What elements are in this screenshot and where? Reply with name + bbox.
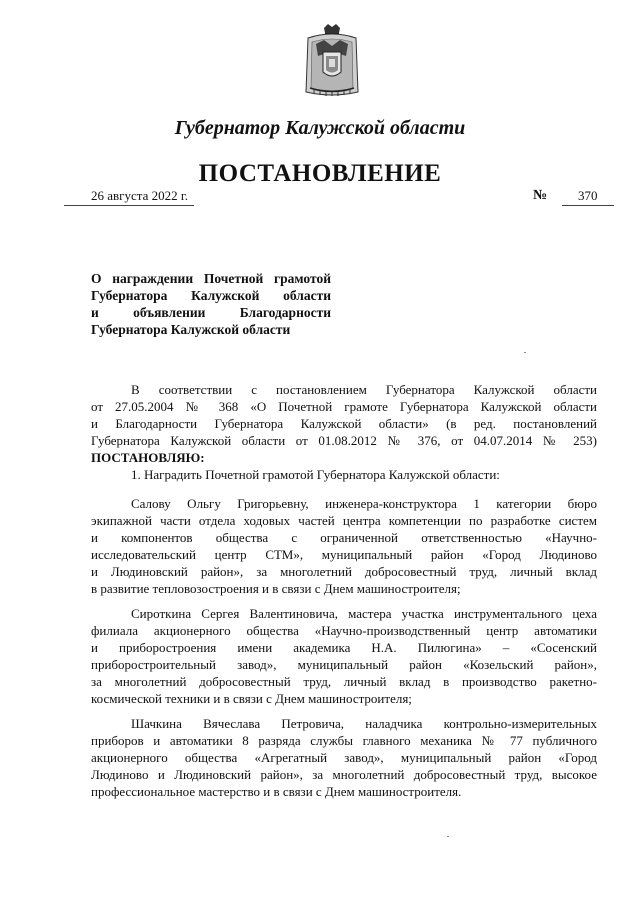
awardee-line: в развитие тепловозостроения и в связи с Днем машиностроителя; [91, 581, 461, 596]
document-subject [91, 270, 331, 338]
awardee-paragraph [91, 495, 597, 597]
scan-speck [524, 352, 526, 353]
awardee-line: Шачкина Вячеслава Петровича, наладчика контрольно-измерительных [131, 716, 597, 731]
scan-speck [447, 836, 449, 837]
item-1: 1. Наградить Почетной грамотой Губернатора Калужской области: [131, 467, 500, 482]
awardee-line: акционерного общества «Агрегатный завод», муниципальный район «Город [91, 750, 597, 765]
awardee-line: и компонентов общества с ограниченной ответственностью «Научно- [91, 530, 597, 545]
awardee-line: и приборостроения имени академика Н.А. Пилюгина» – «Сосенский [91, 640, 597, 655]
number-label: № [533, 188, 548, 203]
preamble-line: и Благодарности Губернатора Калужской области» (в ред. постановлений [91, 416, 597, 431]
awardee-paragraph [91, 715, 597, 800]
awardee-line: Сироткина Сергея Валентиновича, мастера участка инструментального цеха [131, 606, 597, 621]
awardee-line: филиала акционерного общества «Научно-производственный центр автоматики [91, 623, 597, 638]
resolve-heading: ПОСТАНОВЛЯЮ: [91, 450, 205, 465]
awardee-paragraph [91, 605, 597, 707]
document-number: 370 [578, 188, 598, 203]
document-type: ПОСТАНОВЛЕНИЕ [198, 160, 442, 187]
awardee-line: космической техники и в связи с Днем машиностроителя; [91, 691, 412, 706]
awardee-line: профессиональное мастерство и в связи с Днем машиностроителя. [91, 784, 462, 799]
preamble-paragraph [91, 381, 597, 449]
subject-line: О награждении Почетной грамотой [91, 271, 331, 286]
kaluga-coat-of-arms-icon [302, 22, 362, 98]
date-underline [64, 205, 194, 206]
document-date: 26 августа 2022 г. [91, 188, 188, 203]
subject-line: и объявлении Благодарности [91, 305, 331, 320]
awardee-line: экипажной части отдела ходовых частей центра компетенции по разработке систем [91, 513, 597, 528]
awardee-line: за многолетний добросовестный труд, личный вклад в производство ракетно- [91, 674, 597, 689]
issuing-authority: Губернатор Калужской области [174, 117, 466, 139]
preamble-line: В соответствии с постановлением Губернатора Калужской области [131, 382, 597, 397]
awardee-line: приборов и автоматики 8 разряда службы главного механика № 77 публичного [91, 733, 597, 748]
awardee-line: исследовательский центр СТМ», муниципальный район «Город Людиново [91, 547, 597, 562]
awardee-line: и Людиновский район», за многолетний добросовестный труд, личный вклад [91, 564, 597, 579]
subject-line: Губернатора Калужской области [91, 288, 331, 303]
number-underline [562, 205, 614, 206]
awardee-line: Салову Ольгу Григорьевну, инженера-конструктора 1 категории бюро [131, 496, 597, 511]
awardee-line: приборостроительный завод», муниципальный район «Козельский район», [91, 657, 597, 672]
subject-line: Губернатора Калужской области [91, 322, 291, 337]
preamble-line: Губернатора Калужской области от 01.08.2012 № 376, от 04.07.2014 № 253) [91, 433, 597, 448]
awardee-line: Людиново и Людиновский район», за многолетний добросовестный труд, высокое [91, 767, 597, 782]
preamble-line: от 27.05.2004 № 368 «О Почетной грамоте Губернатора Калужской области [91, 399, 597, 414]
